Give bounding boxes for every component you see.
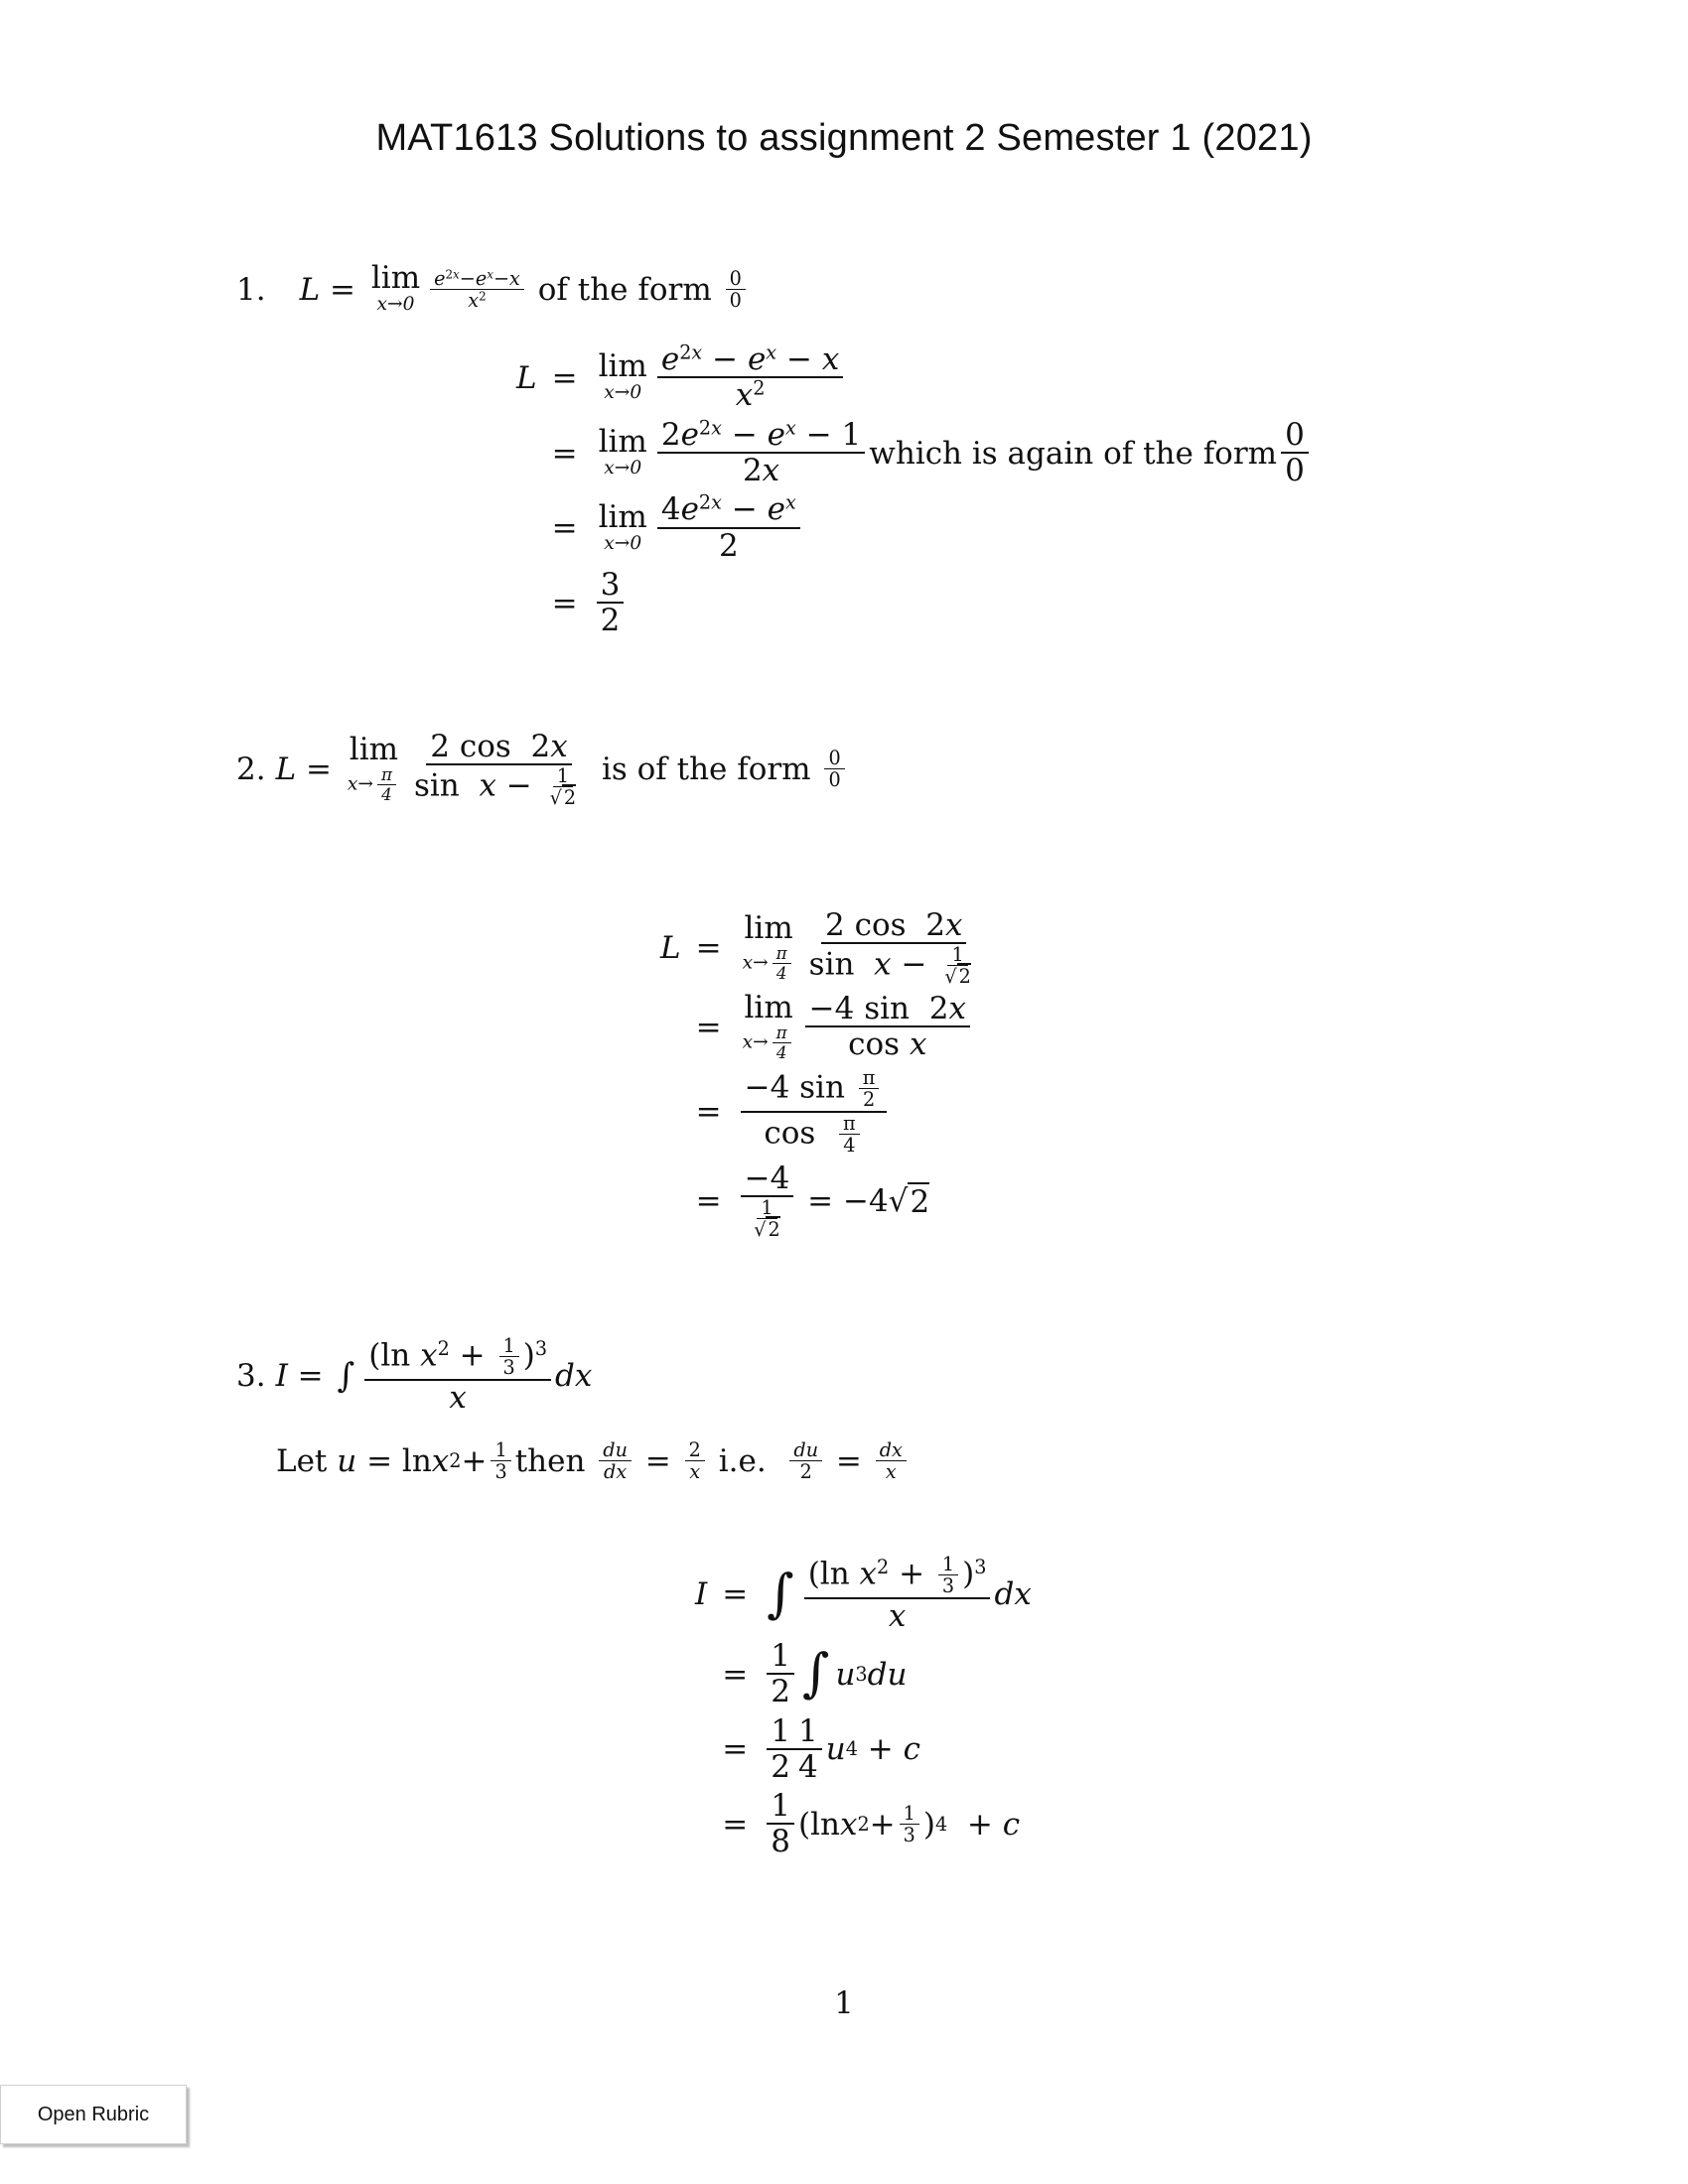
q2-derivation: L = lim x→ $\frac{\pi}{4}$ 2 cos 2x sin x − $\frac{1}{√ 2}$ = lim x→ $\frac{\pi}{4}$ $\frac{-4 \sin 2x}{\text{cos x}}$ = −4 sin $\frac{\pi}{2}$ cos $\frac{\pi}{4}$ = $\frac{-4}{\frac{1}{√ 2}}$ = −4√ 2 xyxy=(660,907,971,1241)
q3-label: 3. xyxy=(236,1357,266,1394)
q1-statement: 1. L = lim x→0 $\frac{e^{2x}-e^x-x}{x^2}$ of the form $\frac{0}{0}$ xyxy=(236,263,750,316)
q3-then-text: then xyxy=(514,1443,586,1480)
q1-form-text: of the form xyxy=(537,271,712,308)
open-rubric-button[interactable]: Open Rubric xyxy=(0,2085,187,2144)
q3-derivation: I = ∫ (ln $x^2$ + $\frac{1}{3}$ )$^3$ x dx = $\frac{1}{2}$ ∫ u 3 du = $\frac{1}{2}$ $\frac{1}{4}$ u 4 + c = $\frac{1}{8}$ (ln x 2 + $\frac{1}{3}$ ) 4 + c xyxy=(695,1553,1032,1860)
q3-substitution: Let u = ln x 2 + $\frac{1}{3}$ then $\frac{du}{dx}$ = $\frac{2}{x}$ i.e. $\frac{du}{2}$ = $\frac{dx}{x}$ xyxy=(276,1439,911,1483)
q1-label: 1. xyxy=(236,271,266,308)
q2-label: 2. xyxy=(236,751,266,788)
q1-derivation: L = lim x→0 $\frac{e^{2x} - e^x - x}{x^2}$ = lim x→0 $\frac{2e^{2x} - e^x - 1}{2x}$ which is again of the form $\frac{0}{0}$ = lim x→0 $\frac{4e^{2x} - e^x}{2}$ = $\frac{3}{2}$ xyxy=(516,342,1313,639)
q3-statement: 3. I = ∫ (ln $x^2$ + $\frac{1}{3}$ )$^3$ x dx xyxy=(236,1334,593,1417)
q2-form-text: is of the form xyxy=(601,751,811,788)
q3-ie-text: i.e. xyxy=(718,1443,767,1480)
q1-again-text: which is again of the form xyxy=(869,435,1278,472)
q2-statement: 2. L = lim x→ $\frac{\pi}{4}$ 2 cos 2x sin x − $\frac{1}{√ 2}$ is of the form $\frac{0}{0}$ xyxy=(236,730,849,809)
page-number: 1 xyxy=(834,1985,854,2021)
q3-let-text: Let xyxy=(276,1443,328,1480)
page-title: MAT1613 Solutions to assignment 2 Semester 1 (2021) xyxy=(375,117,1313,159)
